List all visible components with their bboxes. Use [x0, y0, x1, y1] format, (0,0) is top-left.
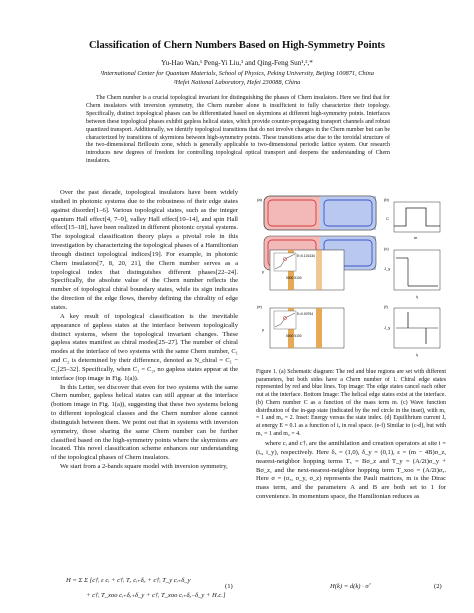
chern-axis-label: C [386, 216, 389, 221]
states-ticks-c: 5000 5100 [286, 276, 302, 280]
equation-1-line-2: + c†ᵢ T_xoo cᵢ₊δₓ₊δ_y + c†ᵢ T_xoo cᵢ₊δₓ₋δ_y + H.c.] [86, 592, 226, 599]
right-column [256, 440, 446, 502]
affiliation-1: ¹International Center for Quantum Materials, School of Physics, Peking University, Beijing 100871, China [100, 70, 374, 77]
energy-label-c: E=0.101434 [297, 254, 315, 258]
paragraph-intro: Over the past decade, topological insulators have been widely studied in photonic systems due to the robustness of their edge states against disorder[1–6]. Various topological states, such as the integer quantum Hall effect[4, 7–9], valley Hall effect[10–14], and spin Hall effect[15–18], have been realized in different photonic crystal systems. The topological classification theory plays a pivotal role in this investigation by characterizing the topological phases of a Hamiltonian through distinct topological indices[19]. For example, in photonic Chern insulators[7, 8, 20, 21], the Chern number serves as a topological index that distinguishes different phases[22–24]. Specifically, the absolute value of the Chern number reflects the number of topological chiral boundary states, while its sign indicates the direction of the edge flows, thereby defining the chirality of edge states. [51, 189, 238, 311]
states-ticks-e: 5000 5100 [286, 334, 302, 338]
paragraph-model: We start from a 2-bands square model with inversion symmetry, [60, 463, 228, 471]
figure-1-graphic [256, 192, 446, 370]
ix-axis-label-d: iₓ [416, 294, 419, 299]
panel-f-current [394, 308, 440, 348]
equation-1-line-1: H = Σ Σ [c†ᵢ ε cᵢ + c†ᵢ Tₓ cᵢ₊δₓ + c†ᵢ T_y cᵢ₊δ_y [66, 577, 191, 584]
ix-axis-label-f: iₓ [416, 352, 419, 357]
panel-label-b: (b) [384, 197, 389, 202]
panel-label-f: (f) [384, 304, 388, 309]
paragraph-operators: where cᵢ and c†ᵢ are the annihilation and creation operators at site i = (iₓ, i_y), respectively. Here δₓ = (1,0), δ_y = (0,1), ε = (m − 4B)σ_z, nearest-neighbor hopping terms Tₓ = Bσ_z and T_y = (A/2i)σ_y + Bσ_z, and the next-nearest-neighbor hopping term T_xoo = (A/2i)σₓ. Here σ = (σₓ, σ_y, σ_z) represents the Pauli matrices, m is the Dirac mass term, and the parameters A and B are both set to 1 for convenience. In momentum space, the Hamiltonian reduces as [256, 440, 446, 501]
figure-1 [256, 192, 446, 372]
left-column [51, 189, 238, 472]
jy-axis-label-d: J_y [384, 266, 391, 271]
panel-b-chern-plot [394, 202, 440, 232]
y-axis-label-c: y [262, 269, 264, 274]
affiliation-2: ²Hefei National Laboratory, Hefei 230088, China [173, 79, 301, 86]
paper-title: Classification of Chern Numbers Based on High-Symmetry Points [88, 40, 386, 51]
paragraph-classification: A key result of topological classification is the inevitable appearance of gapless states at the interface between topologically distinct systems, where the topological invariant changes. These gapless states manifest as chiral modes[25–27]. The number of chiral modes at the interface of two systems with the same Chern number, C₁ and C₂ is determined by their difference, denoted as N_chiral = C₁ − C₂[25–32]. Specifically, when C₁ = C₂, no gapless states appear at the interface (top image in Fig. 1(a)). [51, 312, 238, 382]
inset-e [274, 311, 296, 329]
region-top-blue [320, 196, 376, 230]
energy-label-e: E=0.00794 [297, 312, 314, 316]
author-list: Yu-Hao Wan,¹ Peng-Yi Liu,¹ and Qing-Feng Sun¹,²,* [161, 59, 313, 67]
paragraph-letter: In this Letter, we discover that even for two systems with the same Chern number, gapless helical states can still appear at the interface (bottom image in Fig. 1(a)), suggesting that these two systems belong to different topological classes and the Chern number alone cannot distinguish between them. We point out that in systems with inversion symmetry, those sharing the same Chern number can be further classified based on the high-symmetry points where the skyrmions are located. This novel classification scheme enhances our understanding of the topological phases of Chern insulators. [51, 383, 238, 462]
abstract: The Chern number is a crucial topological invariant for distinguishing the phases of Chern insulators. Here we find that for Chern insulators with inversion symmetry, the Chern number alone is insufficient to fully characterize their topology. Specifically, distinct topological phases can be differentiated based on skyrmions at different high-symmetry points. Interfaces between these topological phases exhibit gapless helical states, which provide counter-propagating transport channels and robust quantized transport. Additionally, we identify topological transitions that do not involve changes in the Chern number but can be characterized by transitions of skyrmions between high-symmetry points. These transitions arise due to the toroidal structure of the two-dimensional Brillouin zone, which is generally applicable to two-dimensional periodic lattice system. Our research introduces new degrees of freedom for controlling topological optical transport and deepens the understanding of Chern insulators. [86, 95, 390, 165]
equation-2-number: (2) [434, 583, 442, 590]
equation-1-number: (1) [225, 583, 233, 590]
panel-d-current [394, 250, 440, 290]
m-axis-label: m [414, 235, 418, 240]
jy-axis-label-f: J_y [384, 325, 391, 330]
equation-2: H(k) = d(k) · σ̂ [330, 583, 369, 590]
y-axis-label-e: y [262, 327, 264, 332]
figure-1-caption: Figure 1. (a) Schematic diagram: The red and blue regions are set with different parameters, but both sides have a Chern number of 1. Chiral edge states represented by red and blue lines. Top image: The edge states cancel each other out at the interface. Bottom Image: The helical edge states exist at the interface. (b) Chern number C as a function of the mass term m. (c) Wave function distribution of the in-gap state (indicated by the red circle in the inset), with m₁ = 1 and m₂ = 2. Inset: Energy versus the state index. (d) Equilibrium current Jₓ at energy E = 0.1 as a function of iₓ in real space. (e-f) Similar to (c-d), but with m₁ = 1 and m₂ = 4. [256, 369, 446, 437]
panel-label-a: (a) [257, 197, 262, 202]
inset-c [274, 253, 296, 271]
panel-label-c: (c) [384, 246, 389, 251]
panel-label-e: (e) [257, 304, 262, 309]
